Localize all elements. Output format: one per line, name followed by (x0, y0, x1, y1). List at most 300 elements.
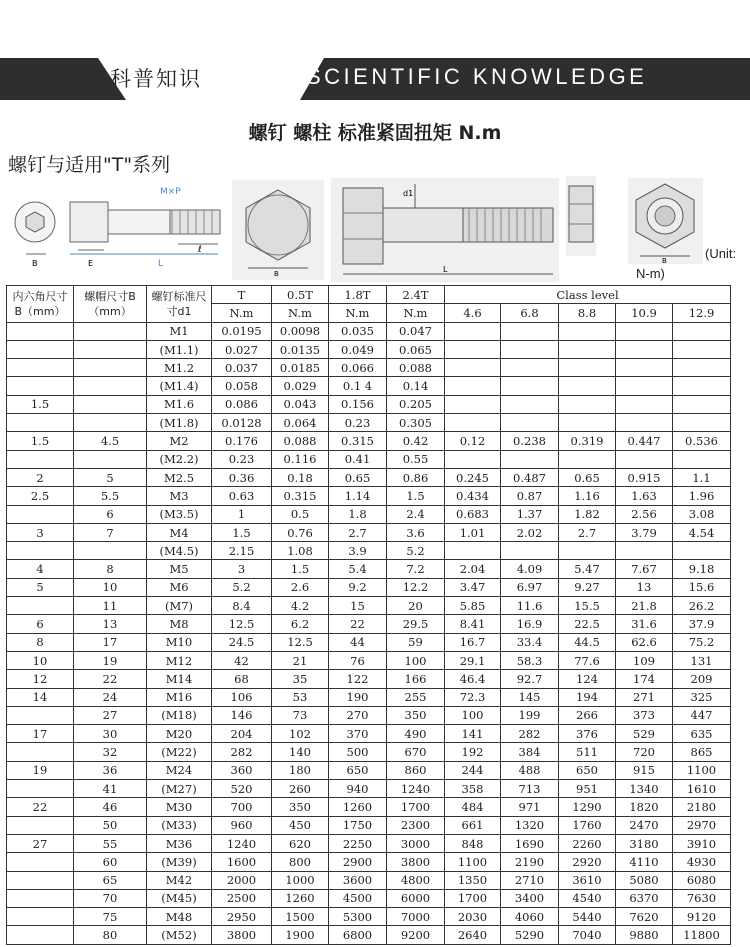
unit-cell: N.m (329, 304, 387, 322)
table-cell: 720 (616, 743, 673, 761)
nut-top-diagram (628, 178, 703, 264)
table-cell (673, 377, 731, 395)
table-cell (7, 322, 74, 340)
table-cell: 7.2 (387, 560, 445, 578)
table-cell: 713 (501, 780, 559, 798)
table-cell: (M7) (147, 597, 212, 615)
table-cell: 6.2 (272, 615, 329, 633)
table-cell: 260 (272, 780, 329, 798)
table-cell: 1.63 (616, 487, 673, 505)
table-cell (7, 597, 74, 615)
table-cell: 1 (212, 505, 272, 523)
table-cell: 0.23 (329, 414, 387, 432)
hex-bolt-diagram (331, 178, 559, 282)
table-cell: (M2.2) (147, 450, 212, 468)
table-cell: 2.4 (387, 505, 445, 523)
header-05t: 0.5T (272, 286, 329, 304)
table-row (7, 871, 731, 889)
class-cell: 8.8 (559, 304, 616, 322)
section-banner (0, 58, 750, 100)
table-cell: 1.5 (212, 523, 272, 541)
table-cell: 20 (387, 597, 445, 615)
table-cell: 971 (501, 798, 559, 816)
table-row (7, 780, 731, 798)
table-cell: 10 (7, 651, 74, 669)
table-cell: 5 (7, 578, 74, 596)
table-cell: 1.01 (445, 523, 501, 541)
table-cell: 92.7 (501, 670, 559, 688)
table-cell: 8.41 (445, 615, 501, 633)
table-cell (445, 414, 501, 432)
table-cell: (M3.5) (147, 505, 212, 523)
table-cell: 55 (74, 834, 147, 852)
table-cell: 2250 (329, 834, 387, 852)
table-row (7, 395, 731, 413)
table-cell: 12.5 (272, 633, 329, 651)
table-cell: (M18) (147, 706, 212, 724)
table-cell: M5 (147, 560, 212, 578)
table-row (7, 798, 731, 816)
table-cell: 1.96 (673, 487, 731, 505)
table-cell: 2190 (501, 853, 559, 871)
table-cell: 122 (329, 670, 387, 688)
table-cell (74, 395, 147, 413)
table-cell (7, 871, 74, 889)
table-row (7, 670, 731, 688)
table-cell: 0.088 (387, 359, 445, 377)
table-cell: 26.2 (673, 597, 731, 615)
table-cell: 0.238 (501, 432, 559, 450)
banner-title-en: SCIENTIFIC KNOWLEDGE (306, 64, 648, 89)
table-cell (7, 377, 74, 395)
table-cell (7, 359, 74, 377)
table-cell: 1610 (673, 780, 731, 798)
table-cell: 109 (616, 651, 673, 669)
table-cell: 3000 (387, 834, 445, 852)
table-cell (74, 450, 147, 468)
table-cell: 270 (329, 706, 387, 724)
table-cell: 17 (7, 725, 74, 743)
table-cell: 4110 (616, 853, 673, 871)
table-cell: 9.2 (329, 578, 387, 596)
table-cell: 5080 (616, 871, 673, 889)
table-cell: 4060 (501, 908, 559, 926)
table-cell: 0.63 (212, 487, 272, 505)
table-cell (559, 450, 616, 468)
table-cell: 2260 (559, 834, 616, 852)
table-cell: M1.2 (147, 359, 212, 377)
table-cell: 1.5 (7, 395, 74, 413)
table-cell: 62.6 (616, 633, 673, 651)
table-cell: 100 (387, 651, 445, 669)
table-cell: 72.3 (445, 688, 501, 706)
table-cell: 145 (501, 688, 559, 706)
table-cell: 0.047 (387, 322, 445, 340)
table-cell: 44.5 (559, 633, 616, 651)
table-row (7, 359, 731, 377)
table-cell (559, 340, 616, 358)
table-cell: 1900 (272, 926, 329, 944)
table-cell: 520 (212, 780, 272, 798)
table-cell: 190 (329, 688, 387, 706)
header-screw-size: 螺钉标准尺寸d1 (147, 286, 212, 323)
table-cell: 6080 (673, 871, 731, 889)
table-cell: 73 (272, 706, 329, 724)
table-cell: 0.027 (212, 340, 272, 358)
table-cell: 0.36 (212, 468, 272, 486)
table-row (7, 578, 731, 596)
table-cell: (M39) (147, 853, 212, 871)
table-cell (74, 414, 147, 432)
table-cell: 360 (212, 761, 272, 779)
table-row (7, 615, 731, 633)
table-cell: 0.0185 (272, 359, 329, 377)
table-cell: 42 (212, 651, 272, 669)
table-cell: 50 (74, 816, 147, 834)
unit-label-2: N-m) (636, 266, 665, 281)
table-cell: 15.5 (559, 597, 616, 615)
table-body (7, 322, 731, 944)
table-cell: 9.18 (673, 560, 731, 578)
table-cell: 192 (445, 743, 501, 761)
table-cell (445, 340, 501, 358)
l-label: L (158, 259, 164, 269)
table-cell: 0.14 (387, 377, 445, 395)
table-row (7, 926, 731, 944)
table-cell: 2.56 (616, 505, 673, 523)
unit-cell: N.m (212, 304, 272, 322)
table-cell: 1500 (272, 908, 329, 926)
table-cell (445, 542, 501, 560)
table-cell: M12 (147, 651, 212, 669)
table-cell: 661 (445, 816, 501, 834)
table-cell: 6370 (616, 889, 673, 907)
table-cell: 0.029 (272, 377, 329, 395)
table-cell: 5290 (501, 926, 559, 944)
table-cell: 450 (272, 816, 329, 834)
nut-b-label: B (662, 257, 667, 264)
table-cell: 1.08 (272, 542, 329, 560)
table-cell: 2.04 (445, 560, 501, 578)
table-cell: 29.1 (445, 651, 501, 669)
table-cell: M1 (147, 322, 212, 340)
table-cell: 22 (7, 798, 74, 816)
table-cell: 0.65 (329, 468, 387, 486)
socket-screw-diagram (8, 182, 223, 272)
table-cell: 0.176 (212, 432, 272, 450)
unit-cell: N.m (272, 304, 329, 322)
table-cell: 0.305 (387, 414, 445, 432)
table-cell: 0.18 (272, 468, 329, 486)
table-cell: 0.42 (387, 432, 445, 450)
table-cell: 4800 (387, 871, 445, 889)
table-cell: 30 (74, 725, 147, 743)
table-cell (445, 450, 501, 468)
header-nut-size: 螺帽尺寸B（mm） (74, 286, 147, 323)
table-cell: 0.086 (212, 395, 272, 413)
table-cell (673, 322, 731, 340)
table-cell: 37.9 (673, 615, 731, 633)
table-cell (616, 395, 673, 413)
table-cell: 350 (387, 706, 445, 724)
table-cell: 3610 (559, 871, 616, 889)
table-cell: 11 (74, 597, 147, 615)
table-row (7, 834, 731, 852)
table-cell: (M1.8) (147, 414, 212, 432)
table-cell (673, 359, 731, 377)
table-cell: 0.915 (616, 468, 673, 486)
table-cell: 1.5 (272, 560, 329, 578)
header-t: T (212, 286, 272, 304)
page-subtitle: 螺钉与适用"T"系列 (8, 154, 171, 176)
table-row (7, 761, 731, 779)
table-cell: 14 (7, 688, 74, 706)
table-cell: 960 (212, 816, 272, 834)
table-cell: M20 (147, 725, 212, 743)
table-cell (559, 395, 616, 413)
table-cell: 1690 (501, 834, 559, 852)
table-cell: 7620 (616, 908, 673, 926)
class-cell: 12.9 (673, 304, 731, 322)
class-cell: 10.9 (616, 304, 673, 322)
table-cell: 1700 (387, 798, 445, 816)
table-cell (559, 377, 616, 395)
table-cell (501, 414, 559, 432)
table-cell: 9200 (387, 926, 445, 944)
table-row (7, 633, 731, 651)
table-cell: 1240 (212, 834, 272, 852)
table-cell (74, 377, 147, 395)
table-cell (7, 542, 74, 560)
table-cell: M36 (147, 834, 212, 852)
table-cell: (M1.4) (147, 377, 212, 395)
table-cell: 8 (74, 560, 147, 578)
table-cell: 1700 (445, 889, 501, 907)
hex-nut-diagram (566, 176, 596, 256)
table-cell: 0.23 (212, 450, 272, 468)
table-cell: 1340 (616, 780, 673, 798)
table-cell: 3910 (673, 834, 731, 852)
table-cell: 1260 (329, 798, 387, 816)
table-cell: 60 (74, 853, 147, 871)
table-cell: 33.4 (501, 633, 559, 651)
table-cell: 3800 (212, 926, 272, 944)
table-cell: 6000 (387, 889, 445, 907)
table-cell: 6800 (329, 926, 387, 944)
table-cell: 9120 (673, 908, 731, 926)
table-cell: 940 (329, 780, 387, 798)
table-cell: 2950 (212, 908, 272, 926)
table-cell: 1760 (559, 816, 616, 834)
table-cell (559, 542, 616, 560)
table-cell: 0.1 4 (329, 377, 387, 395)
table-cell: 12.2 (387, 578, 445, 596)
table-cell: 0.41 (329, 450, 387, 468)
table-cell (559, 322, 616, 340)
table-cell: 24 (74, 688, 147, 706)
table-cell: 1.16 (559, 487, 616, 505)
table-cell: 2000 (212, 871, 272, 889)
table-cell: 68 (212, 670, 272, 688)
table-cell: 2.7 (559, 523, 616, 541)
table-cell: 24.5 (212, 633, 272, 651)
table-cell: 80 (74, 926, 147, 944)
table-cell: 0.55 (387, 450, 445, 468)
table-cell: 5.47 (559, 560, 616, 578)
table-cell (616, 340, 673, 358)
table-cell: 5.85 (445, 597, 501, 615)
table-cell: M2.5 (147, 468, 212, 486)
table-cell: 3.47 (445, 578, 501, 596)
table-cell (7, 908, 74, 926)
table-cell: M2 (147, 432, 212, 450)
table-cell: 255 (387, 688, 445, 706)
table-cell: 15.6 (673, 578, 731, 596)
table-cell: 244 (445, 761, 501, 779)
table-cell: 41 (74, 780, 147, 798)
table-cell: 488 (501, 761, 559, 779)
table-cell (7, 926, 74, 944)
table-cell: 700 (212, 798, 272, 816)
table-cell: 529 (616, 725, 673, 743)
table-cell: 0.87 (501, 487, 559, 505)
table-cell: M48 (147, 908, 212, 926)
table-cell: 15 (329, 597, 387, 615)
table-cell: 3 (7, 523, 74, 541)
table-cell: 11800 (673, 926, 731, 944)
table-cell: 2180 (673, 798, 731, 816)
header-hex-socket: 内六角尺寸B（mm） (7, 286, 74, 323)
table-cell: 10 (74, 578, 147, 596)
table-cell: M16 (147, 688, 212, 706)
table-cell: 6 (74, 505, 147, 523)
table-cell: 1.82 (559, 505, 616, 523)
table-cell: 1.1 (673, 468, 731, 486)
table-cell: 75.2 (673, 633, 731, 651)
table-cell: 19 (7, 761, 74, 779)
table-cell: 12 (7, 670, 74, 688)
table-cell: 350 (272, 798, 329, 816)
table-cell: 650 (559, 761, 616, 779)
table-cell: 5.5 (74, 487, 147, 505)
table-cell: 6.97 (501, 578, 559, 596)
table-cell: M8 (147, 615, 212, 633)
table-cell: 0.0195 (212, 322, 272, 340)
table-cell: 0.683 (445, 505, 501, 523)
table-row (7, 725, 731, 743)
table-cell: 32 (74, 743, 147, 761)
table-cell: 0.058 (212, 377, 272, 395)
table-cell: 1100 (445, 853, 501, 871)
torque-table (6, 285, 731, 945)
table-cell: 1290 (559, 798, 616, 816)
table-cell: 1320 (501, 816, 559, 834)
table-cell: 21.8 (616, 597, 673, 615)
table-cell: 0.536 (673, 432, 731, 450)
table-row (7, 542, 731, 560)
table-cell (74, 322, 147, 340)
table-cell: 0.035 (329, 322, 387, 340)
table-cell: M1.6 (147, 395, 212, 413)
table-cell: 59 (387, 633, 445, 651)
table-cell: 0.5 (272, 505, 329, 523)
table-cell: 0.434 (445, 487, 501, 505)
table-cell: M24 (147, 761, 212, 779)
table-cell (7, 816, 74, 834)
table-cell: 7000 (387, 908, 445, 926)
table-cell: 0.0098 (272, 322, 329, 340)
table-cell: 27 (74, 706, 147, 724)
table-cell: 146 (212, 706, 272, 724)
table-cell: 22.5 (559, 615, 616, 633)
table-cell: 0.76 (272, 523, 329, 541)
table-cell: (M45) (147, 889, 212, 907)
table-cell: 0.156 (329, 395, 387, 413)
table-cell (501, 359, 559, 377)
table-cell: 9.27 (559, 578, 616, 596)
table-cell: 3.08 (673, 505, 731, 523)
mxp-label: M×P (160, 187, 181, 197)
table-cell (7, 340, 74, 358)
table-cell: 848 (445, 834, 501, 852)
table-cell: 2030 (445, 908, 501, 926)
table-row (7, 377, 731, 395)
bolt-l-label: L (443, 265, 448, 274)
table-cell: 0.245 (445, 468, 501, 486)
header-18t: 1.8T (329, 286, 387, 304)
table-cell: 70 (74, 889, 147, 907)
table-cell: M42 (147, 871, 212, 889)
table-cell (616, 359, 673, 377)
table-cell: 35 (272, 670, 329, 688)
table-cell: 800 (272, 853, 329, 871)
table-cell: 174 (616, 670, 673, 688)
table-cell: 7630 (673, 889, 731, 907)
table-cell: M3 (147, 487, 212, 505)
table-cell: 7 (74, 523, 147, 541)
ell-label: ℓ (198, 245, 202, 255)
unit-label: (Unit: (705, 246, 737, 261)
table-cell: 27 (7, 834, 74, 852)
table-cell (501, 322, 559, 340)
table-cell: 2640 (445, 926, 501, 944)
table-cell: 7040 (559, 926, 616, 944)
table-cell: 0.487 (501, 468, 559, 486)
table-cell: 1.5 (387, 487, 445, 505)
table-cell: 2470 (616, 816, 673, 834)
table-cell: 5.4 (329, 560, 387, 578)
table-cell: 13 (74, 615, 147, 633)
hex-head-diagram (232, 180, 324, 280)
table-cell: 266 (559, 706, 616, 724)
unit-cell: N.m (387, 304, 445, 322)
table-cell: 4.54 (673, 523, 731, 541)
table-cell: 4.2 (272, 597, 329, 615)
table-cell: 5.2 (212, 578, 272, 596)
table-cell: 3.9 (329, 542, 387, 560)
table-cell: 511 (559, 743, 616, 761)
table-cell: 199 (501, 706, 559, 724)
table-cell (7, 889, 74, 907)
table-cell: 271 (616, 688, 673, 706)
table-cell: 0.043 (272, 395, 329, 413)
table-cell: (M27) (147, 780, 212, 798)
table-cell: 75 (74, 908, 147, 926)
table-row (7, 322, 731, 340)
e-label: E (88, 259, 94, 268)
table-cell: 865 (673, 743, 731, 761)
table-cell: 1600 (212, 853, 272, 871)
